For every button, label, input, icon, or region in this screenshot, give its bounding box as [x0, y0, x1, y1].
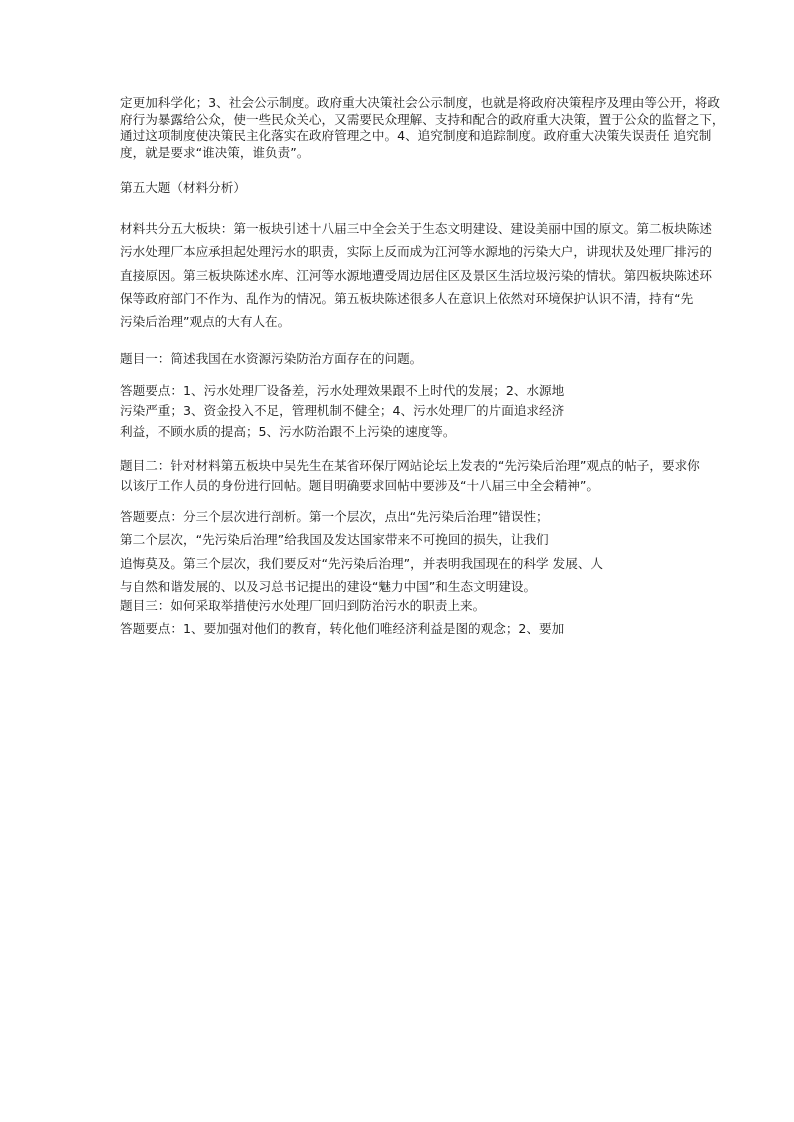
material-summary-paragraph: [120, 217, 792, 333]
text-line: 题目二：针对材料第五板块中吴先生在某省环保厅网站论坛上发表的“先污染后治理”观点的帖子，要求你: [120, 458, 700, 473]
text-line: 答题要点：分三个层次进行剖析。第一个层次，点出“先污染后治理”错误性；: [120, 509, 549, 524]
text-line: 府行为暴露给公众，使一些民众关心，又需要民众理解、支持和配合的政府重大决策，置于公众的监督之下，: [120, 111, 725, 127]
text-line: 利益，不顾水质的提高；5、污水防治跟不上污染的速度等。: [120, 423, 456, 439]
text-line: 追悔莫及。第三个层次，我们要反对“先污染后治理”，并表明我国现在的科学 发展、人: [120, 555, 604, 571]
question-3: 题目三：如何采取举措使污水处理厂回归到防治污水的职责上来。: [120, 598, 486, 613]
section-heading: 第五大题（材料分析）: [120, 180, 246, 195]
text-line: 度，就是要求“谁决策，谁负责”。: [120, 144, 310, 160]
text-line: 污染严重；3、资金投入不足，管理机制不健全；4、污水处理厂的片面追求经济: [120, 403, 565, 419]
text-line: 通过这项制度使决策民主化落实在政府管理之中。4、追究制度和追踪制度。政府重大决策失误责任 追究制: [120, 128, 712, 144]
answer-2: [120, 505, 792, 598]
text-line: 答题要点：1、污水处理厂设备差，污水处理效果跟不上时代的发展；2、水源地: [120, 383, 565, 398]
text-line: 污染后治理”观点的大有人在。: [120, 314, 291, 330]
text-line: 直接原因。第三板块陈述水库、江河等水源地遭受周边居住区及景区生活垃圾污染的情状。第四板块陈述环: [120, 267, 712, 283]
text-line: 与自然和谐发展的、以及习总书记提出的建设“魅力中国”和生态文明建设。: [120, 578, 537, 594]
answer-1: [120, 381, 792, 442]
question-1: 题目一：简述我国在水资源污染防治方面存在的问题。: [120, 351, 423, 366]
text-line: 污水处理厂本应承担起处理污水的职责，实际上反而成为江河等水源地的污染大户，讲现状及处理厂排污的: [120, 244, 712, 260]
text-line: 材料共分五大板块：第一板块引述十八届三中全会关于生态文明建设、建设美丽中国的原文。第二板块陈述: [120, 221, 712, 236]
text-line: 定更加科学化；3、社会公示制度。政府重大决策社会公示制度，也就是将政府决策程序及理由等公开，将政: [120, 95, 720, 110]
paragraph-decision-systems: [120, 95, 792, 161]
text-line: 以该厅工作人员的身份进行回帖。题目明确要求回帖中要涉及“十八届三中全会精神”。: [120, 477, 600, 493]
text-line: 保等政府部门不作为、乱作为的情况。第五板块陈述很多人在意识上依然对环境保护认识不清，持有“先: [120, 290, 694, 306]
text-line: 第二个层次，“先污染后治理”给我国及发达国家带来不可挽回的损失，让我们: [120, 532, 549, 548]
question-2: [120, 456, 792, 495]
answer-3: 答题要点：1、要加强对他们的教育，转化他们唯经济利益是图的观念；2、要加: [120, 621, 565, 636]
